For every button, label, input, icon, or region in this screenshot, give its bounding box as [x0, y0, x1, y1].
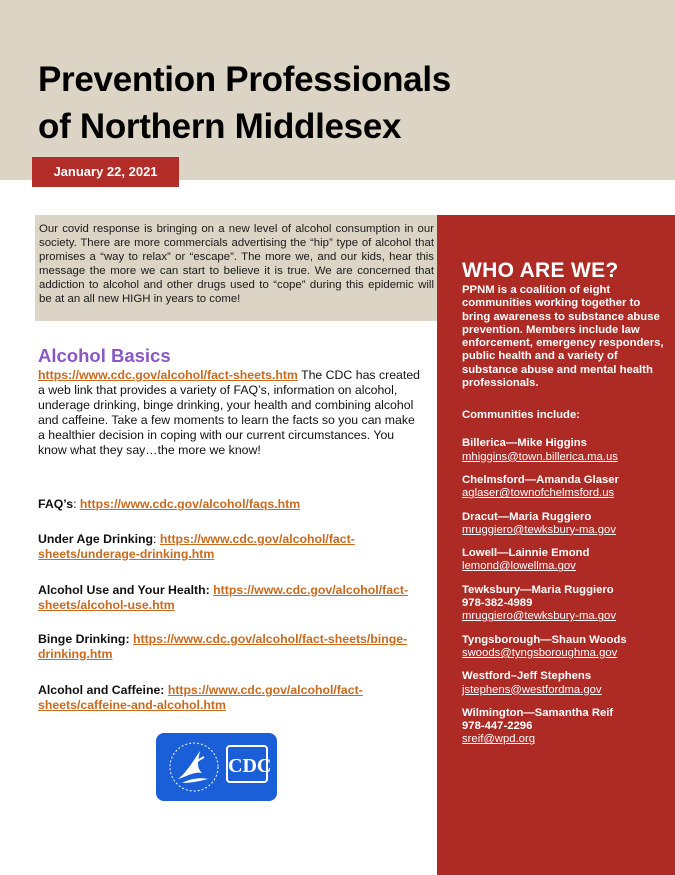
community-contact	[462, 634, 667, 661]
resource-link[interactable]: https://www.cdc.gov/alcohol/fact-sheets/alcohol-use.htm	[38, 583, 409, 612]
resource-link[interactable]: https://www.cdc.gov/alcohol/fact-sheets/binge-drinking.htm	[38, 632, 408, 661]
contact-name: Dracut—Maria Ruggiero	[462, 510, 592, 523]
contact-name: Billerica—Mike Higgins	[462, 437, 587, 450]
resource-link[interactable]: https://www.cdc.gov/alcohol/faqs.htm	[79, 497, 301, 511]
contact-email-link[interactable]: jstephens@westfordma.gov	[462, 683, 602, 696]
contact-email-link[interactable]: sreif@wpd.org	[462, 733, 535, 746]
contact-name: Tewksbury—Maria Ruggiero	[462, 583, 614, 596]
contact-name: Wilmington—Samantha Reif	[462, 706, 614, 719]
communities-heading: Communities include:	[462, 409, 580, 422]
page-title	[38, 56, 451, 150]
intro-paragraph: Our covid response is bringing on a new level of alcohol consumption in our society. There are more commercials advertising the “hip” type of alcohol that promises a “way to relax” or “escape”. The more we, and our kids, hear this message the more we can start to believe it is true. We are concerned that addiction to alcohol and other drugs used to “cope” during this epidemic will be at an all new HIGH in years to come!	[35, 215, 437, 321]
resource-link[interactable]: https://www.cdc.gov/alcohol/fact-sheets/caffeine-and-alcohol.htm	[38, 683, 363, 712]
alcohol-basics-title: Alcohol Basics	[38, 345, 171, 366]
date-badge: January 22, 2021	[32, 157, 179, 187]
contact-email-link[interactable]: aglaser@townofchelmsford.us	[462, 487, 615, 500]
resource-sep: :	[153, 532, 160, 546]
coalition-description: PPNM is a coalition of eight communities working together to bring awareness to substance abuse prevention. Members include law enforcement, emergency responders, public health and a variety of substance abuse and mental health professionals.	[462, 284, 664, 390]
resource-faqs	[38, 497, 422, 512]
resource-label: Under Age Drinking	[38, 532, 154, 546]
resource-underage-drinking	[38, 532, 422, 562]
resource-sep: :	[73, 497, 80, 511]
community-contact	[462, 437, 667, 464]
community-contact	[462, 474, 667, 501]
contact-name: Westford–Jeff Stephens	[462, 670, 592, 683]
community-contact	[462, 707, 667, 747]
who-are-we-heading: WHO ARE WE?	[462, 259, 619, 282]
contact-email-link[interactable]: mhiggins@town.billerica.ma.us	[462, 450, 618, 463]
contact-email-link[interactable]: mruggiero@tewksbury-ma.gov	[462, 523, 616, 536]
fact-sheets-link[interactable]: https://www.cdc.gov/alcohol/fact-sheets.htm	[38, 368, 298, 382]
resource-label: Alcohol Use and Your Health:	[38, 583, 210, 597]
resource-binge-drinking	[38, 632, 422, 662]
resource-link[interactable]: https://www.cdc.gov/alcohol/fact-sheets/underage-drinking.htm	[38, 532, 355, 561]
alcohol-basics-body	[38, 368, 422, 458]
title-line-2: of Northern Middlesex	[38, 107, 402, 146]
title-line-1: Prevention Professionals	[38, 60, 451, 99]
community-contact	[462, 584, 667, 624]
community-contact	[462, 511, 667, 538]
contact-name: Lowell—Lainnie Emond	[462, 547, 590, 560]
alcohol-basics-text: The CDC has created a web link that provides a variety of FAQ’s, information on alcohol, underage drinking, binge drinking, your health and combining alcohol and caffeine. Take a few moments to learn the facts so you can make a healthier decision in coping with our current circumstances. You know what they say…the more we know!	[38, 368, 420, 457]
contact-name: Tyngsborough—Shaun Woods	[462, 633, 627, 646]
alcohol-basics-section	[38, 345, 422, 458]
community-contact	[462, 670, 667, 697]
contact-phone: 978-382-4989	[462, 597, 533, 610]
resource-label: Binge Drinking:	[38, 632, 130, 646]
resource-alcohol-use	[38, 583, 422, 613]
contact-email-link[interactable]: lemond@lowellma.gov	[462, 560, 576, 573]
cdc-logo	[156, 733, 277, 801]
resource-label: Alcohol and Caffeine:	[38, 683, 165, 697]
who-are-we-sidebar	[437, 215, 675, 875]
contact-phone: 978-447-2296	[462, 720, 533, 733]
contact-email-link[interactable]: swoods@tyngsboroughma.gov	[462, 646, 618, 659]
resource-label: FAQ’s	[38, 497, 74, 511]
community-contact	[462, 547, 667, 574]
contact-name: Chelmsford—Amanda Glaser	[462, 473, 619, 486]
contact-email-link[interactable]: mruggiero@tewksbury-ma.gov	[462, 610, 616, 623]
cdc-wordmark: CDC	[226, 745, 268, 783]
resource-caffeine	[38, 683, 422, 713]
